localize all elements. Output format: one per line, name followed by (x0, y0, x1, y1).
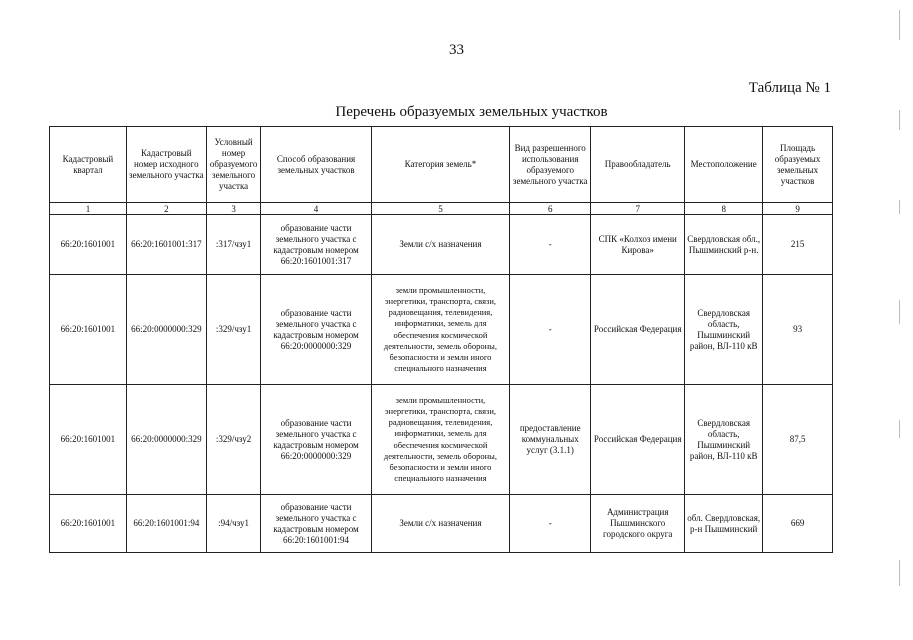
cell-location: Свердловская область, Пышминский район, ВЛ-110 кВ (685, 275, 763, 385)
column-header-formation-method: Способ образования земельных участков (261, 127, 371, 203)
cell-quarter: 66:20:1601001 (50, 215, 127, 275)
column-header-land-category: Категория земель* (371, 127, 510, 203)
cell-conditional-number: :94/чзу1 (206, 495, 261, 553)
cell-owner: Администрация Пышминского городского округа (591, 495, 685, 553)
column-number: 7 (591, 203, 685, 215)
cell-area: 669 (763, 495, 833, 553)
cell-permitted-use: - (510, 495, 591, 553)
land-plots-table (49, 126, 833, 553)
column-number: 8 (685, 203, 763, 215)
cell-location: Свердловская обл., Пышминский р-н. (685, 215, 763, 275)
column-number: 2 (126, 203, 206, 215)
column-number: 4 (261, 203, 371, 215)
cell-permitted-use: - (510, 275, 591, 385)
table-row (50, 495, 833, 553)
cell-area: 215 (763, 215, 833, 275)
scan-mark (899, 10, 900, 40)
table-row (50, 215, 833, 275)
table-label: Таблица № 1 (748, 80, 831, 96)
cell-land-category: земли промышленности, энергетики, транспорта, связи, радиовещания, телевидения, информатики, земель для обеспечения космической деятельности, земель обороны, безопасности и земли иного специального назначения (371, 275, 510, 385)
scan-mark (899, 300, 900, 324)
cell-land-category: Земли с/х назначения (371, 495, 510, 553)
scan-mark (899, 560, 900, 586)
cell-owner: Российская Федерация (591, 275, 685, 385)
cell-conditional-number: :329/чзу2 (206, 385, 261, 495)
cell-land-category: земли промышленности, энергетики, транспорта, связи, радиовещания, телевидения, информатики, земель для обеспечения космической деятельности, земель обороны, безопасности и земли иного специального назначения (371, 385, 510, 495)
column-header-area: Площадь образуемых земельных участков (763, 127, 833, 203)
column-header-quarter: Кадастровый квартал (50, 127, 127, 203)
column-header-location: Местоположение (685, 127, 763, 203)
column-header-permitted-use: Вид разрешенного использования образуемого земельного участка (510, 127, 591, 203)
header-row (50, 127, 833, 203)
page-number: 33 (449, 42, 464, 58)
column-number: 3 (206, 203, 261, 215)
column-header-owner: Правообладатель (591, 127, 685, 203)
cell-owner: Российская Федерация (591, 385, 685, 495)
column-header-conditional-number: Условный номер образуемого земельного участка (206, 127, 261, 203)
cell-formation-method: образование части земельного участка с кадастровым номером 66:20:0000000:329 (261, 385, 371, 495)
cell-source-number: 66:20:0000000:329 (126, 385, 206, 495)
cell-formation-method: образование части земельного участка с кадастровым номером 66:20:1601001:317 (261, 215, 371, 275)
column-number: 1 (50, 203, 127, 215)
cell-quarter: 66:20:1601001 (50, 275, 127, 385)
column-number: 6 (510, 203, 591, 215)
column-number: 5 (371, 203, 510, 215)
scan-margin-marks (897, 0, 903, 640)
column-header-source-number: Кадастровый номер исходного земельного участка (126, 127, 206, 203)
cell-owner: СПК «Колхоз имени Кирова» (591, 215, 685, 275)
cell-land-category: Земли с/х назначения (371, 215, 510, 275)
cell-permitted-use: предоставление коммунальных услуг (3.1.1) (510, 385, 591, 495)
cell-conditional-number: :317/чзу1 (206, 215, 261, 275)
cell-location: обл. Свердловская, р-н Пышминский (685, 495, 763, 553)
cell-location: Свердловская область, Пышминский район, ВЛ-110 кВ (685, 385, 763, 495)
cell-permitted-use: - (510, 215, 591, 275)
cell-conditional-number: :329/чзу1 (206, 275, 261, 385)
table-row (50, 385, 833, 495)
cell-area: 87,5 (763, 385, 833, 495)
column-number: 9 (763, 203, 833, 215)
column-number-row (50, 203, 833, 215)
cell-source-number: 66:20:1601001:94 (126, 495, 206, 553)
scan-mark (899, 420, 900, 438)
cell-formation-method: образование части земельного участка с кадастровым номером 66:20:1601001:94 (261, 495, 371, 553)
cell-source-number: 66:20:0000000:329 (126, 275, 206, 385)
cell-source-number: 66:20:1601001:317 (126, 215, 206, 275)
scan-mark (899, 110, 900, 130)
scan-mark (899, 200, 900, 214)
cell-formation-method: образование части земельного участка с кадастровым номером 66:20:0000000:329 (261, 275, 371, 385)
cell-area: 93 (763, 275, 833, 385)
cell-quarter: 66:20:1601001 (50, 495, 127, 553)
cell-quarter: 66:20:1601001 (50, 385, 127, 495)
table-title: Перечень образуемых земельных участков (335, 104, 608, 120)
table-row (50, 275, 833, 385)
